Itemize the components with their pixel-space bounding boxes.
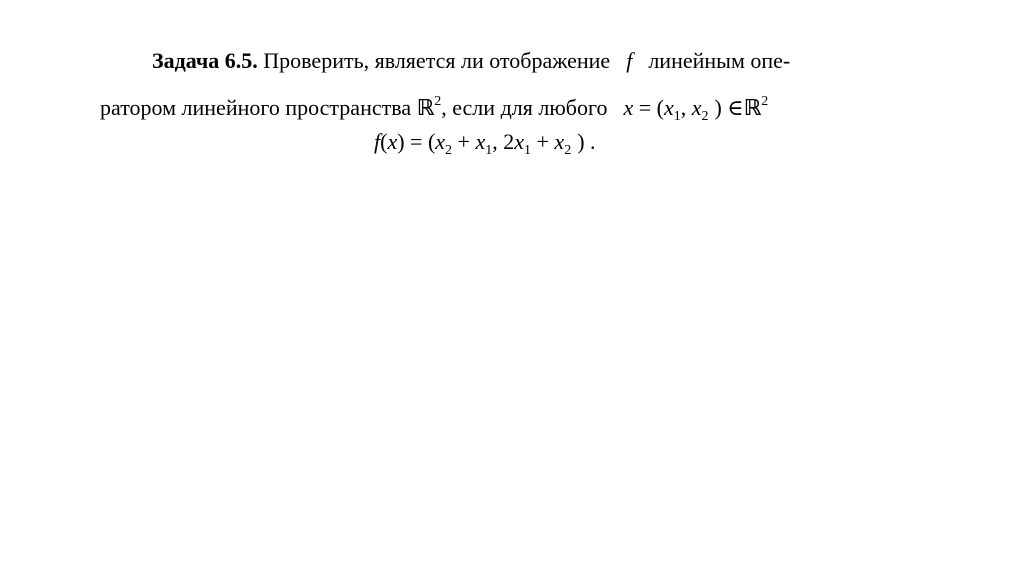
formula-end: ) . [577,129,596,154]
real-numbers-symbol-2: ℝ [743,96,762,121]
formula-plus-b: + [531,129,555,154]
formula-comma: , [492,129,504,154]
func-symbol: f [626,48,633,73]
formula-f: f [374,129,381,154]
element-of-symbol: ∈ [727,95,744,120]
formula-two: 2 [503,129,515,154]
formula-x: x [387,129,398,154]
x2-sub: 2 [701,109,709,124]
problem-text-1: Проверить, является ли отображение [263,48,611,73]
problem-title: Задача 6.5. [152,48,258,73]
formula-x1-a: x [475,129,486,154]
x-comma: , [680,95,692,120]
problem-line-1 [152,48,790,74]
formula-sub2-a: 2 [445,143,453,158]
formula-x2-a: x [435,129,446,154]
formula-x2-b: x [554,129,565,154]
formula-open: ( [380,129,388,154]
formula-plus-a: + [452,129,476,154]
problem-formula [374,129,596,164]
x-eq: = ( [638,95,664,120]
x1-var: x [663,95,674,120]
real-numbers-symbol: ℝ [416,96,435,121]
formula-close-eq: ) = ( [397,129,436,154]
power-2-second: 2 [761,94,769,109]
power-2: 2 [434,94,442,109]
problem-text-2-mid: , если для любого [441,95,608,120]
x-var: x [623,95,634,120]
x-close: ) [714,95,722,120]
x1-sub: 1 [673,109,681,124]
problem-line-2 [100,89,768,130]
formula-sub2-b: 2 [564,143,572,158]
formula-sub1-b: 1 [524,143,531,158]
x2-var: x [691,95,702,120]
formula-sub1-a: 1 [485,143,493,158]
problem-text-1-tail: линейным опе- [648,48,791,73]
problem-text-2: ратором линейного пространства [100,95,412,120]
formula-x1-b: x [514,129,524,154]
